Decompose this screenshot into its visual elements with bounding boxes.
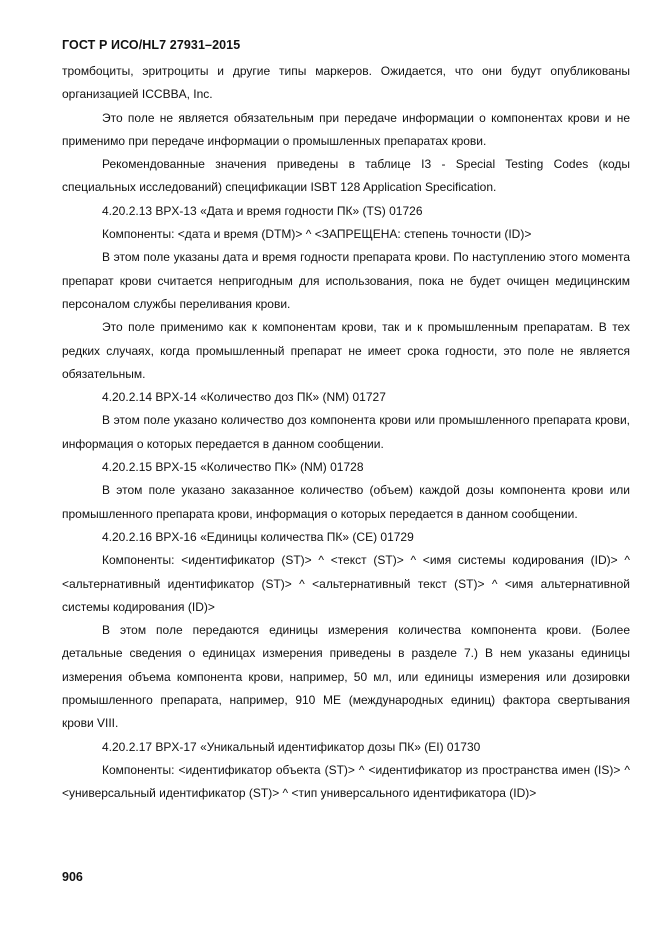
body-paragraph: Рекомендованные значения приведены в таблице I3 - Special Testing Codes (коды специальных исследований) спецификации ISBT 128 Application Specification.	[62, 157, 630, 195]
body-paragraph: 4.20.2.16 BPX-16 «Единицы количества ПК» (CE) 01729	[102, 529, 414, 544]
body-paragraph: Это поле не является обязательным при передаче информации о компонентах крови и не применимо при передаче информации о промышленных препаратах крови.	[62, 110, 630, 148]
document-code-header: ГОСТ Р ИСО/HL7 27931–2015	[62, 38, 241, 52]
body-paragraph: 4.20.2.14 BPX-14 «Количество доз ПК» (NM) 01727	[102, 390, 386, 405]
body-paragraph: В этом поле передаются единицы измерения количества компонента крови. (Более детальные сведения о единицах измерения приведены в разделе 7.) В нем указаны единицы измерения объема компонента крови, например, 50 мл, или единицы измерения или дозировки промышленного препарата, например, 910 МЕ (международных единиц) фактора свертывания крови VIII.	[62, 623, 630, 731]
body-paragraph: тромбоциты, эритроциты и другие типы маркеров. Ожидается, что они будут опубликованы организацией ICCBBA, Inc.	[62, 64, 630, 102]
page-number: 906	[62, 870, 83, 884]
body-paragraph: Компоненты: <идентификатор (ST)> ^ <текст (ST)> ^ <имя системы кодирования (ID)> ^ <альтернативный идентификатор (ST)> ^ <альтернативный текст (ST)> ^ <имя альтернативной системы кодирования (ID)>	[62, 553, 630, 614]
body-paragraph: В этом поле указано заказанное количество (объем) каждой дозы компонента крови или промышленного препарата крови, информация о которых передается в данном сообщении.	[62, 483, 630, 521]
body-paragraph: Это поле применимо как к компонентам крови, так и к промышленным препаратам. В тех редких случаях, когда промышленный препарат не имеет срока годности, это поле не является обязательным.	[62, 320, 630, 381]
body-paragraph: В этом поле указаны дата и время годности препарата крови. По наступлению этого момента препарат крови считается непригодным для использования, пока не будет очищен медицинским персоналом службы переливания крови.	[62, 250, 630, 311]
body-paragraph: 4.20.2.13 BPX-13 «Дата и время годности ПК» (TS) 01726	[102, 203, 423, 218]
body-paragraph: В этом поле указано количество доз компонента крови или промышленного препарата крови, информация о которых передается в данном сообщении.	[62, 413, 630, 451]
document-body	[62, 60, 630, 806]
body-paragraph: 4.20.2.17 BPX-17 «Уникальный идентификатор дозы ПК» (EI) 01730	[102, 739, 481, 754]
body-paragraph: 4.20.2.15 BPX-15 «Количество ПК» (NM) 01728	[102, 460, 364, 475]
body-paragraph: Компоненты: <дата и время (DTM)> ^ <ЗАПРЕЩЕНА: степень точности (ID)>	[102, 227, 532, 242]
body-paragraph: Компоненты: <идентификатор объекта (ST)> ^ <идентификатор из пространства имен (IS)> ^ <универсальный идентификатор (ST)> ^ <тип универсального идентификатора (ID)>	[62, 762, 630, 801]
